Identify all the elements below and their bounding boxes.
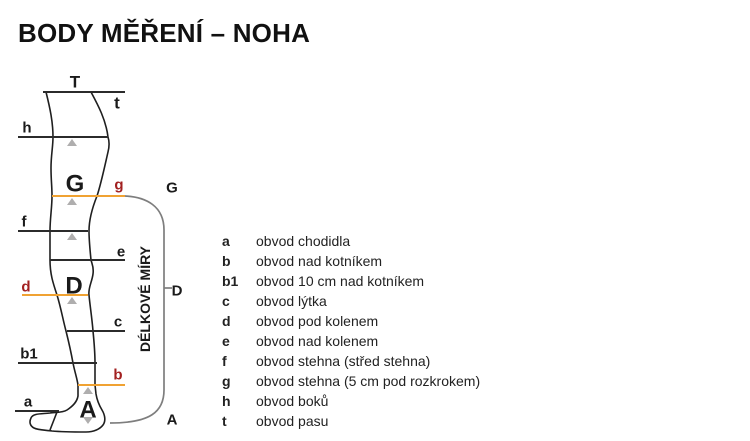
label-T: T xyxy=(69,72,81,92)
legend-label: obvod boků xyxy=(256,393,329,409)
legend-key: e xyxy=(222,333,230,349)
label-t: t xyxy=(114,93,120,113)
label-e: e xyxy=(116,243,126,261)
foot-toe-line xyxy=(50,412,57,430)
label-b1: b1 xyxy=(20,345,38,363)
legend-item-h xyxy=(222,391,480,411)
legend-key: g xyxy=(222,373,231,389)
label-A-big: A xyxy=(79,396,97,424)
label-d: d xyxy=(21,278,31,296)
legend xyxy=(222,231,480,431)
legend-item-c xyxy=(222,291,480,311)
legend-item-b xyxy=(222,251,480,271)
legend-key: a xyxy=(222,233,230,249)
legend-key: h xyxy=(222,393,231,409)
legend-key: c xyxy=(222,293,230,309)
bracket-label-G: G xyxy=(166,179,178,197)
marker-triangle-f xyxy=(67,233,77,240)
label-c: c xyxy=(113,313,123,331)
legend-key: b xyxy=(222,253,231,269)
length-measures-title: DÉLKOVÉ MÍRY xyxy=(137,245,153,353)
label-g: g xyxy=(114,176,124,194)
legend-item-e xyxy=(222,331,480,351)
page-title: BODY MĚŘENÍ – NOHA xyxy=(18,18,311,48)
label-G-big: G xyxy=(65,170,85,198)
legend-label: obvod 10 cm nad kotníkem xyxy=(256,273,425,289)
legend-label: obvod chodidla xyxy=(256,233,351,249)
legend-label: obvod nad kotníkem xyxy=(256,253,383,269)
legend-item-g xyxy=(222,371,480,391)
legend-item-f xyxy=(222,351,480,371)
label-D-big: D xyxy=(65,272,83,300)
legend-label: obvod stehna (5 cm pod rozkrokem) xyxy=(256,373,481,389)
legend-label: obvod stehna (střed stehna) xyxy=(256,353,431,369)
legend-label: obvod lýtka xyxy=(256,293,327,309)
legend-item-b1 xyxy=(222,271,480,291)
label-a: a xyxy=(23,393,33,411)
legend-item-a xyxy=(222,231,480,251)
marker-triangle-h xyxy=(67,139,77,146)
legend-key: d xyxy=(222,313,231,329)
bracket-label-D: D xyxy=(171,282,183,300)
legend-key: b1 xyxy=(222,273,239,289)
legend-key: f xyxy=(222,353,227,369)
legend-label: obvod nad kolenem xyxy=(256,333,379,349)
label-f: f xyxy=(21,213,27,231)
legend-label: obvod pasu xyxy=(256,413,329,429)
marker-triangle-b xyxy=(83,387,93,394)
legend-label: obvod pod kolenem xyxy=(256,313,379,329)
marker-triangle-g xyxy=(67,198,77,205)
label-h: h xyxy=(22,119,32,137)
legend-item-t xyxy=(222,411,480,431)
legend-key: t xyxy=(222,413,227,429)
bracket-label-A: A xyxy=(166,411,178,429)
label-b: b xyxy=(113,366,123,384)
leg-measurement-diagram xyxy=(0,60,190,441)
legend-item-d xyxy=(222,311,480,331)
